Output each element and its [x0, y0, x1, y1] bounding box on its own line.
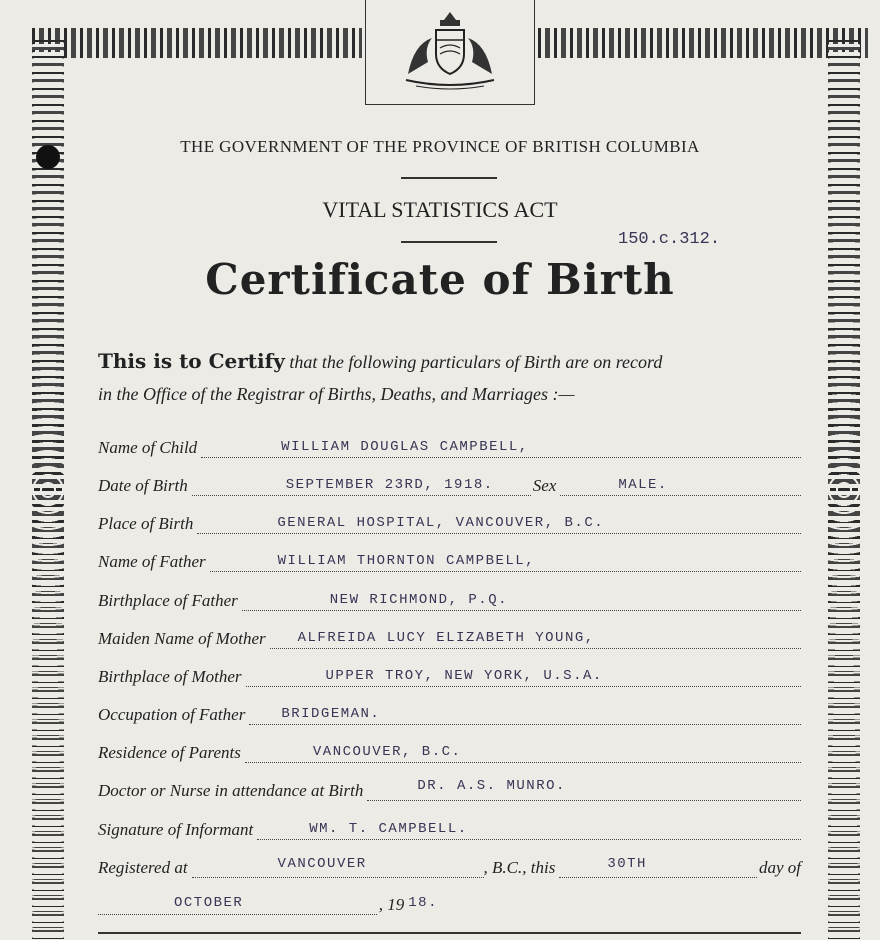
residence-of-parents-value: VANCOUVER, B.C.	[312, 744, 462, 760]
ornamental-border-top-left	[32, 28, 362, 58]
sex-label: Sex	[532, 476, 557, 495]
certify-lead: This is to Certify	[98, 349, 285, 373]
field-registered-date	[98, 889, 438, 915]
registered-day-value: 30TH	[607, 856, 647, 872]
bottom-rule	[98, 932, 801, 934]
divider	[401, 241, 497, 243]
field-name-of-father: Name of Father WILLIAM THORNTON CAMPBELL,	[98, 546, 801, 572]
occupation-of-father-value: BRIDGEMAN.	[281, 706, 381, 722]
ornamental-border-top-right	[538, 28, 868, 58]
day-of-label: day of	[758, 858, 801, 877]
coat-of-arms-frame	[365, 0, 535, 105]
field-birthplace-of-mother: Birthplace of Mother UPPER TROY, NEW YORK, U.S.A.	[98, 661, 801, 687]
registered-month-value: OCTOBER	[174, 895, 244, 911]
certify-text-2: in the Office of the Registrar of Births, Deaths, and Marriages :—	[98, 384, 575, 404]
birthplace-of-father-value: NEW RICHMOND, P.Q.	[329, 592, 508, 608]
field-residence-of-parents: Residence of Parents VANCOUVER, B.C.	[98, 737, 801, 763]
ornamental-border-left	[32, 40, 64, 940]
registered-place-value: VANCOUVER	[277, 856, 367, 872]
registered-year-value: 18.	[408, 895, 438, 911]
certification-statement	[98, 345, 808, 410]
name-of-child-value: WILLIAM DOUGLAS CAMPBELL,	[281, 439, 529, 455]
registration-number: 150.c.312.	[618, 230, 721, 249]
sex-value: MALE.	[618, 477, 668, 493]
year-prefix: , 19	[378, 895, 405, 914]
certificate-title: Certificate of Birth	[205, 255, 675, 304]
signature-of-informant-value: WM. T. CAMPBELL.	[309, 821, 468, 837]
field-registered-at: Registered at VANCOUVER , B.C., this 30TH day of	[98, 856, 801, 877]
act-heading: VITAL STATISTICS ACT	[322, 197, 558, 222]
bc-this-label: , B.C., this	[483, 858, 556, 877]
government-heading: THE GOVERNMENT OF THE PROVINCE OF BRITISH COLUMBIA	[180, 137, 700, 156]
field-occupation-of-father: Occupation of Father BRIDGEMAN.	[98, 699, 801, 725]
name-of-father-value: WILLIAM THORNTON CAMPBELL,	[277, 553, 536, 569]
birthplace-of-mother-value: UPPER TROY, NEW YORK, U.S.A.	[325, 668, 603, 684]
coat-of-arms-icon	[396, 8, 504, 92]
field-place-of-birth: Place of Birth GENERAL HOSPITAL, VANCOUVER, B.C.	[98, 508, 801, 534]
field-doctor-or-nurse: Doctor or Nurse in attendance at Birth DR. A.S. MUNRO.	[98, 775, 801, 801]
ornamental-border-right	[828, 40, 860, 940]
place-of-birth-value: GENERAL HOSPITAL, VANCOUVER, B.C.	[277, 515, 605, 531]
field-date-of-birth: Date of Birth SEPTEMBER 23RD, 1918. Sex MALE.	[98, 470, 801, 496]
divider	[401, 177, 497, 179]
field-maiden-name-of-mother: Maiden Name of Mother ALFREIDA LUCY ELIZABETH YOUNG,	[98, 623, 801, 649]
certify-text-1: that the following particulars of Birth are on record	[284, 352, 663, 372]
date-of-birth-value: SEPTEMBER 23RD, 1918.	[285, 477, 494, 493]
doctor-or-nurse-value: DR. A.S. MUNRO.	[417, 778, 566, 794]
maiden-name-of-mother-value: ALFREIDA LUCY ELIZABETH YOUNG,	[297, 630, 595, 646]
field-name-of-child: Name of Child WILLIAM DOUGLAS CAMPBELL,	[98, 432, 801, 458]
field-birthplace-of-father: Birthplace of Father NEW RICHMOND, P.Q.	[98, 585, 801, 611]
field-signature-of-informant: Signature of Informant WM. T. CAMPBELL.	[98, 814, 801, 840]
